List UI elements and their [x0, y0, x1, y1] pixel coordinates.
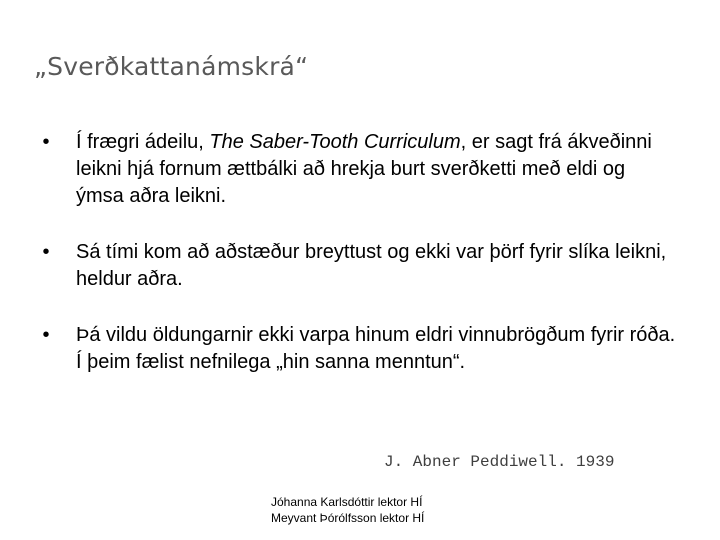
bullet-item-1 [36, 129, 676, 210]
bullet-item-3 [36, 322, 676, 376]
book-title: The Saber-Tooth Curriculum [209, 131, 461, 153]
citation: J. Abner Peddiwell. 1939 [384, 453, 615, 471]
bullet-marker: • [42, 241, 50, 263]
bullet-marker: • [42, 324, 50, 346]
bullet-text: Sá tími kom að aðstæður breyttust og ekki var þörf fyrir slíka leikni, heldur aðra. [76, 241, 667, 290]
bullet-item-2 [36, 239, 676, 293]
footer [271, 494, 424, 526]
bullet-marker: • [42, 131, 50, 153]
footer-author-2: Meyvant Þórólfsson lektor HÍ [271, 511, 425, 525]
slide-title: „Sverðkattanámskrá“ [34, 52, 309, 81]
bullet-text [76, 131, 652, 207]
bullet-text-start: Í frægri ádeilu, [76, 131, 210, 153]
bullet-list [36, 129, 676, 376]
bullet-text: Þá vildu öldungarnir ekki varpa hinum eldri vinnubrögðum fyrir róða. Í þeim fælist nefnilega „hin sanna menntun“. [76, 324, 676, 373]
footer-author-1: Jóhanna Karlsdóttir lektor HÍ [271, 495, 423, 509]
bullet-text-end: , er sagt frá ákveðinni leikni hjá fornum ættbálki að hrekja burt sverðketti með eldi og ýmsa aðra leikni. [76, 131, 652, 207]
